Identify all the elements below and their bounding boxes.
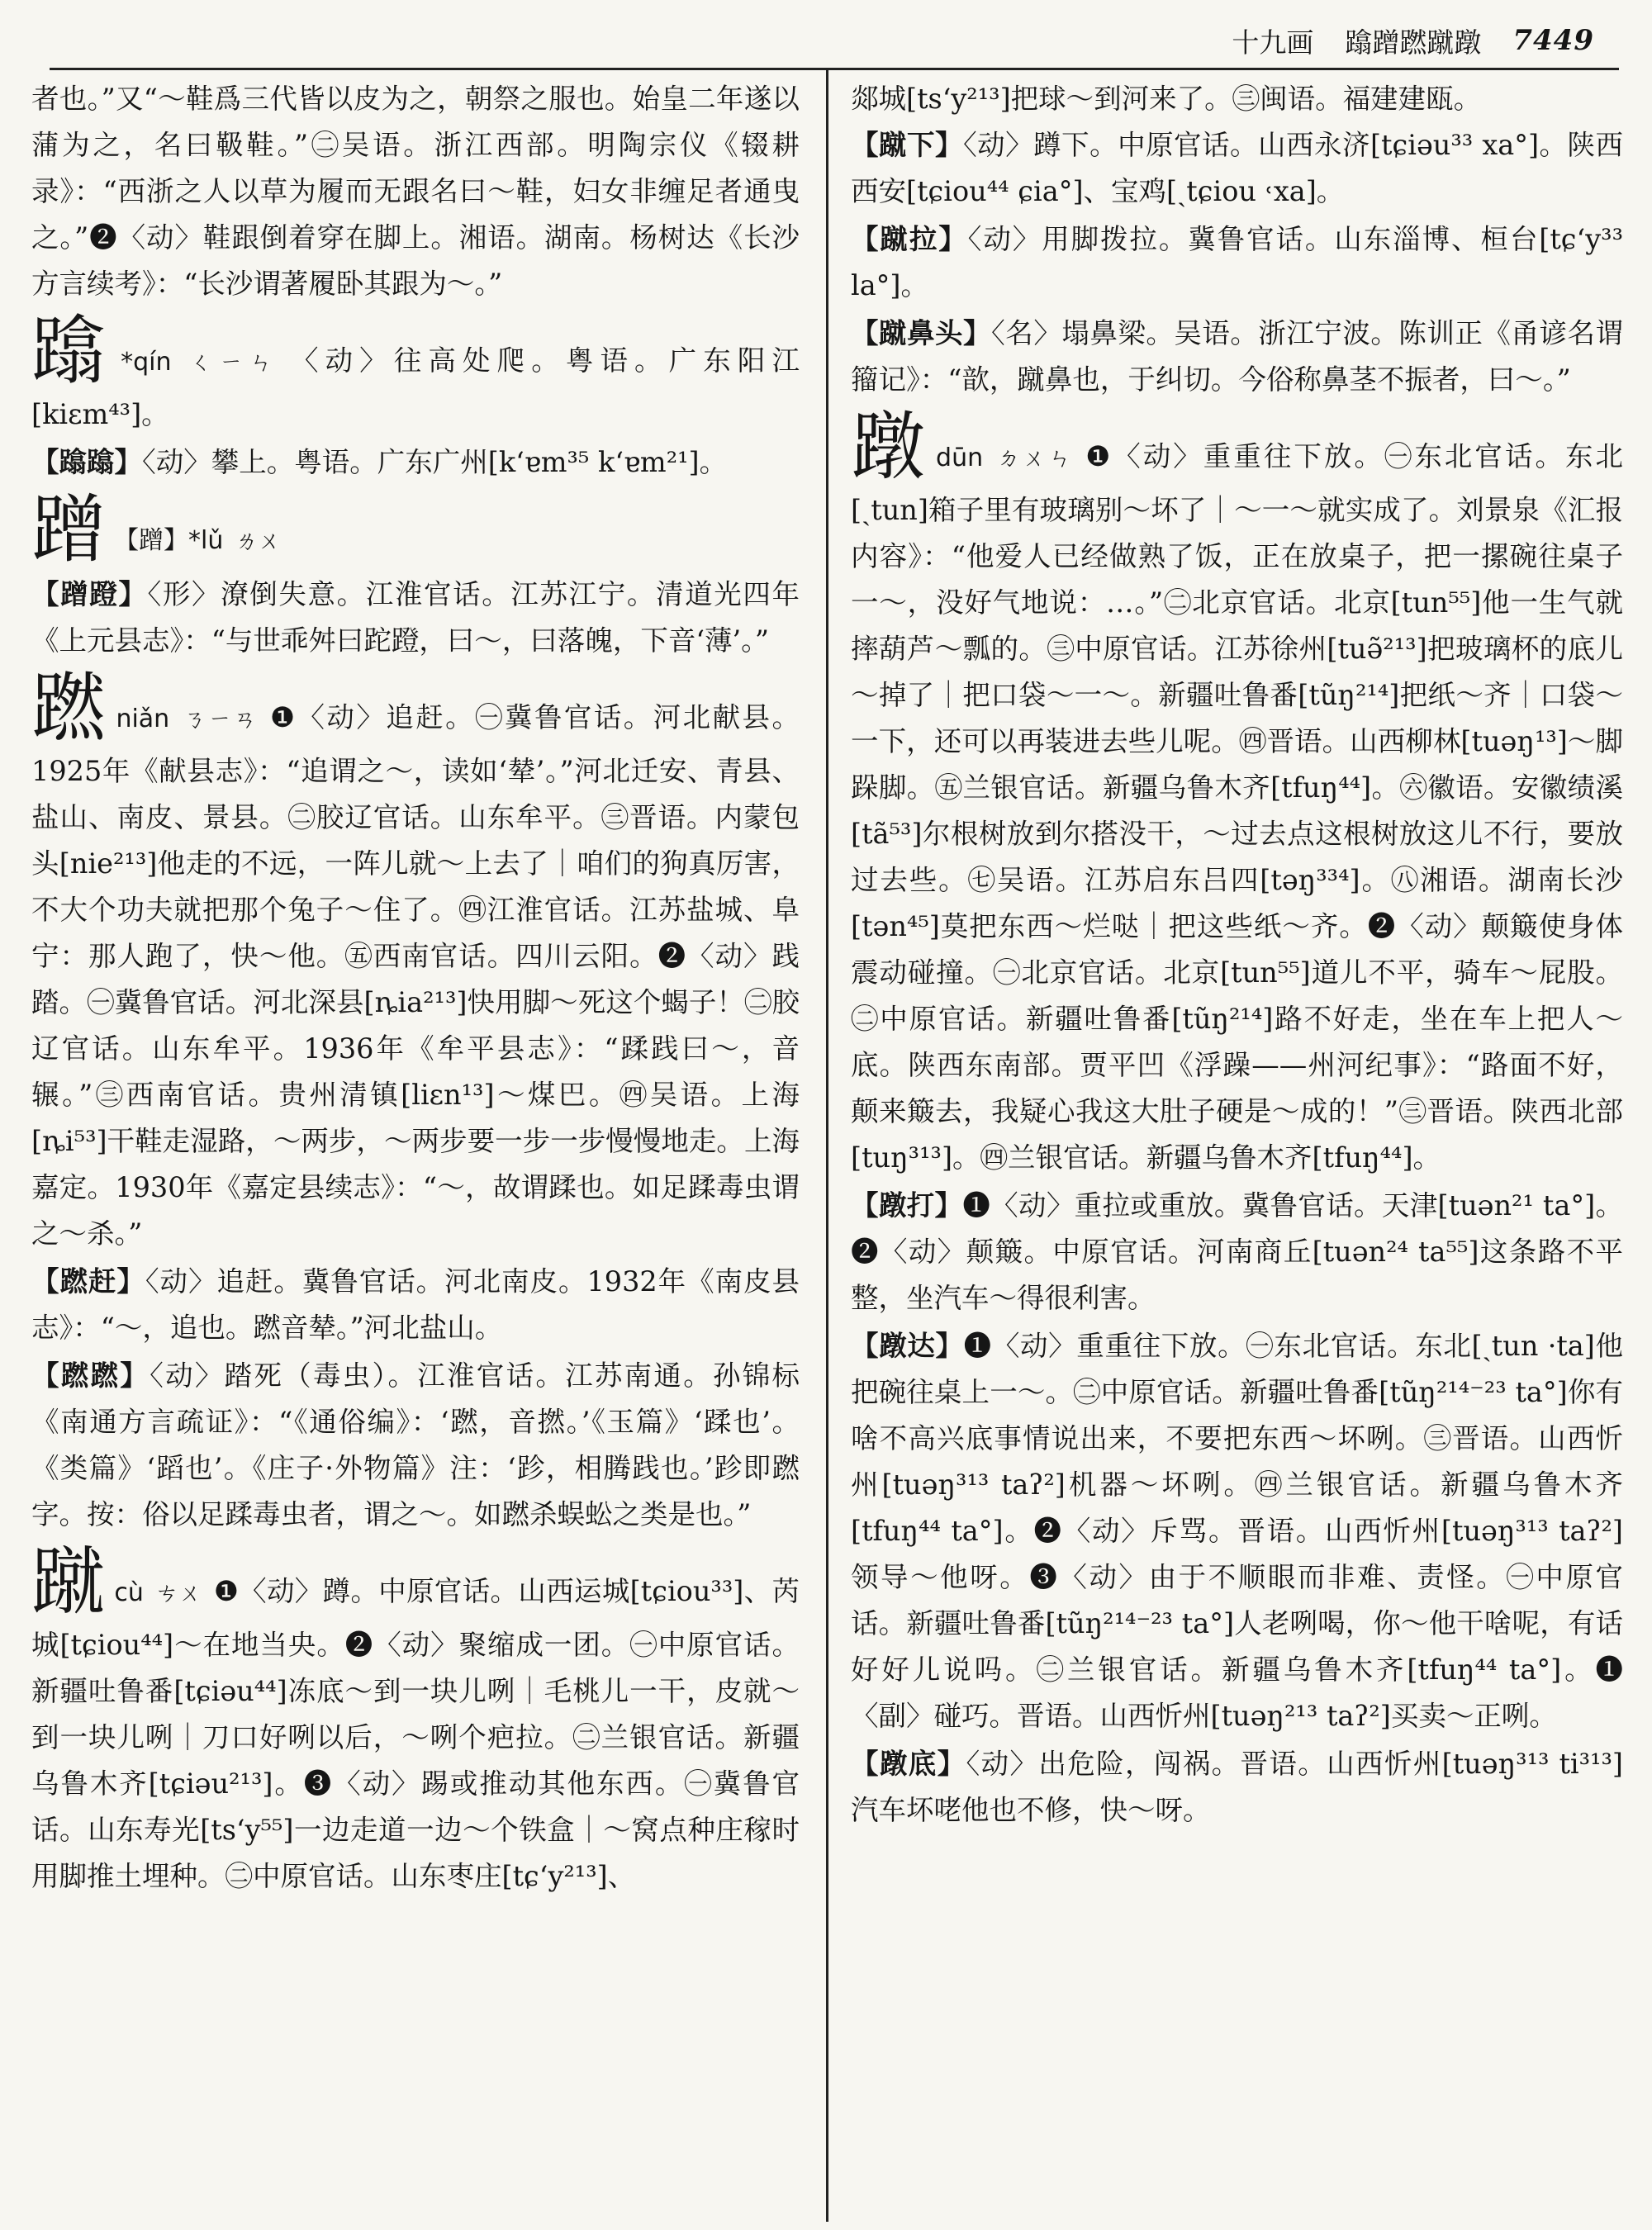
headword-char: 蹭 (31, 486, 106, 573)
section-label: 十九画 (1232, 26, 1314, 59)
headword-char: 蹹 (31, 308, 113, 395)
subentry-title: 【蹨蹨】 (31, 1359, 150, 1392)
top-rule (50, 68, 1619, 70)
entry-continuation-text: 郯城[ts‘y²¹³]把球～到河来了。㊂闽语。福建建瓯。 (851, 83, 1482, 115)
headword-pronunciation: cù (114, 1578, 144, 1607)
subentry-definition: 〈名〉塌鼻梁。吴语。浙江宁波。陈训正《甬谚名谓籀记》：“歆，蹴鼻也，于纠切。今俗称鼻茎不振者，曰～。” (851, 317, 1623, 396)
subentry-title: 【蹹蹹】 (31, 446, 142, 478)
subentry-title: 【蹾打】 (851, 1189, 963, 1222)
subentry (851, 311, 1623, 403)
headword-entry (31, 308, 800, 438)
subentry (851, 1323, 1623, 1739)
headword-entry (851, 404, 1623, 1181)
headword-definition: ❶〈动〉蹲。中原官话。山西运城[tɕiou³³]、芮城[tɕiou⁴⁴]～在地当央。❷〈动〉聚缩成一团。㊀中原官话。新疆吐鲁番[tɕiəu⁴⁴]冻底～到一块儿咧｜毛桃儿一干，皮就～到一块儿咧｜刀口好咧以后，～咧个疤拉。㊁兰银官话。新疆乌鲁木齐[tɕiəu²¹³]。❸〈动〉踢或推动其他东西。㊀冀鲁官话。山东寿光[ts‘y⁵⁵]一边走道一边～个铁盒｜～窝点种庄稼时用脚推土埋种。㊁中原官话。山东枣庄[tɕ‘y²¹³]、 (31, 1575, 800, 1892)
subentry (851, 216, 1623, 309)
headword-pronunciation: 【蹭】*lǔ (114, 526, 224, 555)
subentry-title: 【蹴鼻头】 (851, 317, 992, 349)
headword-entry (31, 486, 800, 573)
running-head (50, 12, 1594, 69)
subentry-title: 【蹨赶】 (31, 1265, 145, 1298)
page-number: 7449 (1512, 24, 1594, 57)
left-column (31, 76, 800, 2213)
headword-pronunciation: *qín (121, 348, 172, 377)
subentry (851, 122, 1623, 215)
subentry (31, 1353, 800, 1538)
subentry-title: 【蹭蹬】 (31, 578, 148, 610)
headword-char: 蹨 (31, 665, 108, 752)
subentry-definition: 〈动〉蹲下。中原官话。山西永济[tɕiəu³³ xa°]。陕西西安[tɕiou⁴⁴ ɕia°]、宝鸡[ˏtɕiou ˓xa]。 (851, 129, 1623, 207)
subentry-title: 【蹴拉】 (851, 223, 968, 255)
headword-char: 蹴 (31, 1539, 107, 1625)
subentry (31, 1259, 800, 1351)
subentry-definition: 〈形〉潦倒失意。江淮官话。江苏江宁。清道光四年《上元县志》：“与世乖舛曰跎蹬，曰～，曰落魄，下音‘薄’。” (31, 578, 800, 657)
headword-definition: ❶〈动〉重重往下放。㊀东北官话。东北[ˏtun]箱子里有玻璃别～坏了｜～一～就实成了。刘景泉《汇报内容》：“他爱人已经做熟了饭，正在放桌子，把一摞碗往桌子一～，没好气地说：…。”㊁北京官话。北京[tun⁵⁵]他一生气就摔葫芦～瓢的。㊂中原官话。江苏徐州[tuə̃²¹³]把玻璃杯的底儿～掉了｜把口袋～一～。新疆吐鲁番[tũŋ²¹⁴]把纸～齐｜口袋～一下，还可以再装进去些儿呢。㊃晋语。山西柳林[tuəŋ¹³]～脚跺脚。㊄兰银官话。新疆乌鲁木齐[tfuŋ⁴⁴]。㊅徽语。安徽绩溪[tã⁵³]尔根树放到尔搭没干，～过去点这根树放这儿不行，要放过去些。㊆吴语。江苏启东吕四[təŋ³³⁴]。㊇湘语。湖南长沙[tən⁴⁵]莫把东西～烂哒｜把这些纸～齐。❷〈动〉颠簸使身体震动碰撞。㊀北京官话。北京[tun⁵⁵]道儿不平，骑车～屁股。㊁中原官话。新疆吐鲁番[tũŋ²¹⁴]路不好走，坐在车上把人～底。陕西东南部。贾平凹《浮躁——州河纪事》：“路面不好，颠来簸去，我疑心我这大肚子硬是～成的！”㊂晋语。陕西北部[tuŋ³¹³]。㊃兰银官话。新疆乌鲁木齐[tfuŋ⁴⁴]。 (851, 440, 1623, 1174)
headword-entry (31, 665, 800, 1257)
entry-continuation-text: 者也。”又“～鞋爲三代皆以皮为之，朝祭之服也。始皇二年遂以蒲为之，名曰靸鞋。”㊁吴语。浙江西部。明陶宗仪《辍耕录》：“西浙之人以草为履而无跟名曰～鞋，妇女非缠足者通曳之。”❷〈动〉鞋跟倒着穿在脚上。湘语。湖南。杨树达《长沙方言续考》：“长沙谓著履卧其跟为～。” (31, 83, 800, 300)
headword-zhuyin: ㄉㄨㄣ (995, 444, 1075, 472)
header-chars: 蹹蹭蹨蹴蹾 (1345, 26, 1482, 59)
subentry-definition: ❶〈动〉重拉或重放。冀鲁官话。天津[tuən²¹ ta°]。❷〈动〉颠簸。中原官话。河南商丘[tuən²⁴ ta⁵⁵]这条路不平整，坐汽车～得很利害。 (851, 1189, 1623, 1314)
headword-zhuyin: ㄌㄨ (235, 527, 282, 554)
subentry (31, 439, 800, 486)
subentry-title: 【蹴下】 (851, 129, 963, 161)
headword-definition: 〈动〉往高处爬。粤语。广东阳江[kiɛm⁴³]。 (31, 344, 800, 430)
subentry (851, 1183, 1623, 1321)
subentry-definition: 〈动〉追赶。冀鲁官话。河北南皮。1932年《南皮县志》：“～，追也。蹨音辇。”河北盐山。 (31, 1265, 800, 1344)
subentry (851, 1741, 1623, 1834)
headword-zhuyin: ㄋㄧㄢ (181, 705, 259, 733)
headword-char: 蹾 (851, 404, 928, 491)
subentry-definition: 〈动〉用脚拨拉。冀鲁官话。山东淄博、桓台[tɕ‘y³³ la°]。 (851, 223, 1623, 301)
headword-zhuyin: ㄑㄧㄣ (183, 349, 279, 376)
subentry-definition: ❶〈动〉重重往下放。㊀东北官话。东北[ˏtun ·ta]他把碗往桌上一～。㊁中原官话。新疆吐鲁番[tũŋ²¹⁴⁻²³ ta°]你有啥不高兴底事情说出来，不要把东西～坏咧。㊂晋语。山西忻州[tuəŋ³¹³ taʔ²]机器～坏咧。㊃兰银官话。新疆乌鲁木齐[tfuŋ⁴⁴ ta°]。❷〈动〉斥骂。晋语。山西忻州[tuəŋ³¹³ taʔ²]领导～他呀。❸〈动〉由于不顺眼而非难、责怪。㊀中原官话。新疆吐鲁番[tũŋ²¹⁴⁻²³ ta°]人老咧喝，你～他干啥呢，有话好好儿说吗。㊁兰银官话。新疆乌鲁木齐[tfuŋ⁴⁴ ta°]。❶〈副〉碰巧。晋语。山西忻州[tuəŋ²¹³ taʔ²]买卖～正咧。 (851, 1330, 1623, 1732)
subentry-definition: 〈动〉出危险，闯祸。晋语。山西忻州[tuəŋ³¹³ ti³¹³]汽车坏咾他也不修，快～呀。 (851, 1748, 1623, 1826)
column-divider (826, 69, 828, 2222)
headword-entry (31, 1539, 800, 1900)
subentry (31, 572, 800, 664)
right-column (851, 76, 1623, 2213)
subentry-title: 【蹾达】 (851, 1330, 964, 1362)
subentry-title: 【蹾底】 (851, 1748, 966, 1780)
subentry-definition: 〈动〉踏死（毒虫）。江淮官话。江苏南通。孙锦标《南通方言疏证》：“《通俗编》：‘蹨，音撚。’《玉篇》‘蹂也’。《类篇》‘蹈也’。《庄子·外物篇》注：‘跈，相腾践也。’跈即蹨字。按：俗以足蹂毒虫者，谓之～。如蹨杀蜈蚣之类是也。” (31, 1359, 800, 1530)
subentry-definition: 〈动〉攀上。粤语。广东广州[k‘ɐm³⁵ k‘ɐm²¹]。 (142, 446, 728, 478)
headword-zhuyin: ㄘㄨ (154, 1579, 202, 1606)
headword-definition: ❶〈动〉追赶。㊀冀鲁官话。河北献县。1925年《献县志》：“追谓之～，读如‘辇’。”河北迁安、青县、盐山、南皮、景县。㊁胶辽官话。山东牟平。㊂晋语。内蒙包头[nie²¹³]他走的不远，一阵儿就～上去了｜咱们的狗真厉害，不大个功夫就把那个兔子～住了。㊃江淮官话。江苏盐城、阜宁：那人跑了，快～他。㊄西南官话。四川云阳。❷〈动〉践踏。㊀冀鲁官话。河北深县[ȵia²¹³]快用脚～死这个蝎子！㊁胶辽官话。山东牟平。1936年《牟平县志》：“蹂践曰～，音辗。”㊂西南官话。贵州清镇[liɛn¹³]～煤巴。㊃吴语。上海[ȵi⁵³]干鞋走湿路，～两步，～两步要一步一步慢慢地走。上海嘉定。1930年《嘉定县续志》：“～，故谓蹂也。如足蹂毒虫谓之～杀。” (31, 701, 800, 1250)
headword-pronunciation: dūn (936, 444, 984, 472)
headword-pronunciation: niǎn (116, 705, 170, 733)
